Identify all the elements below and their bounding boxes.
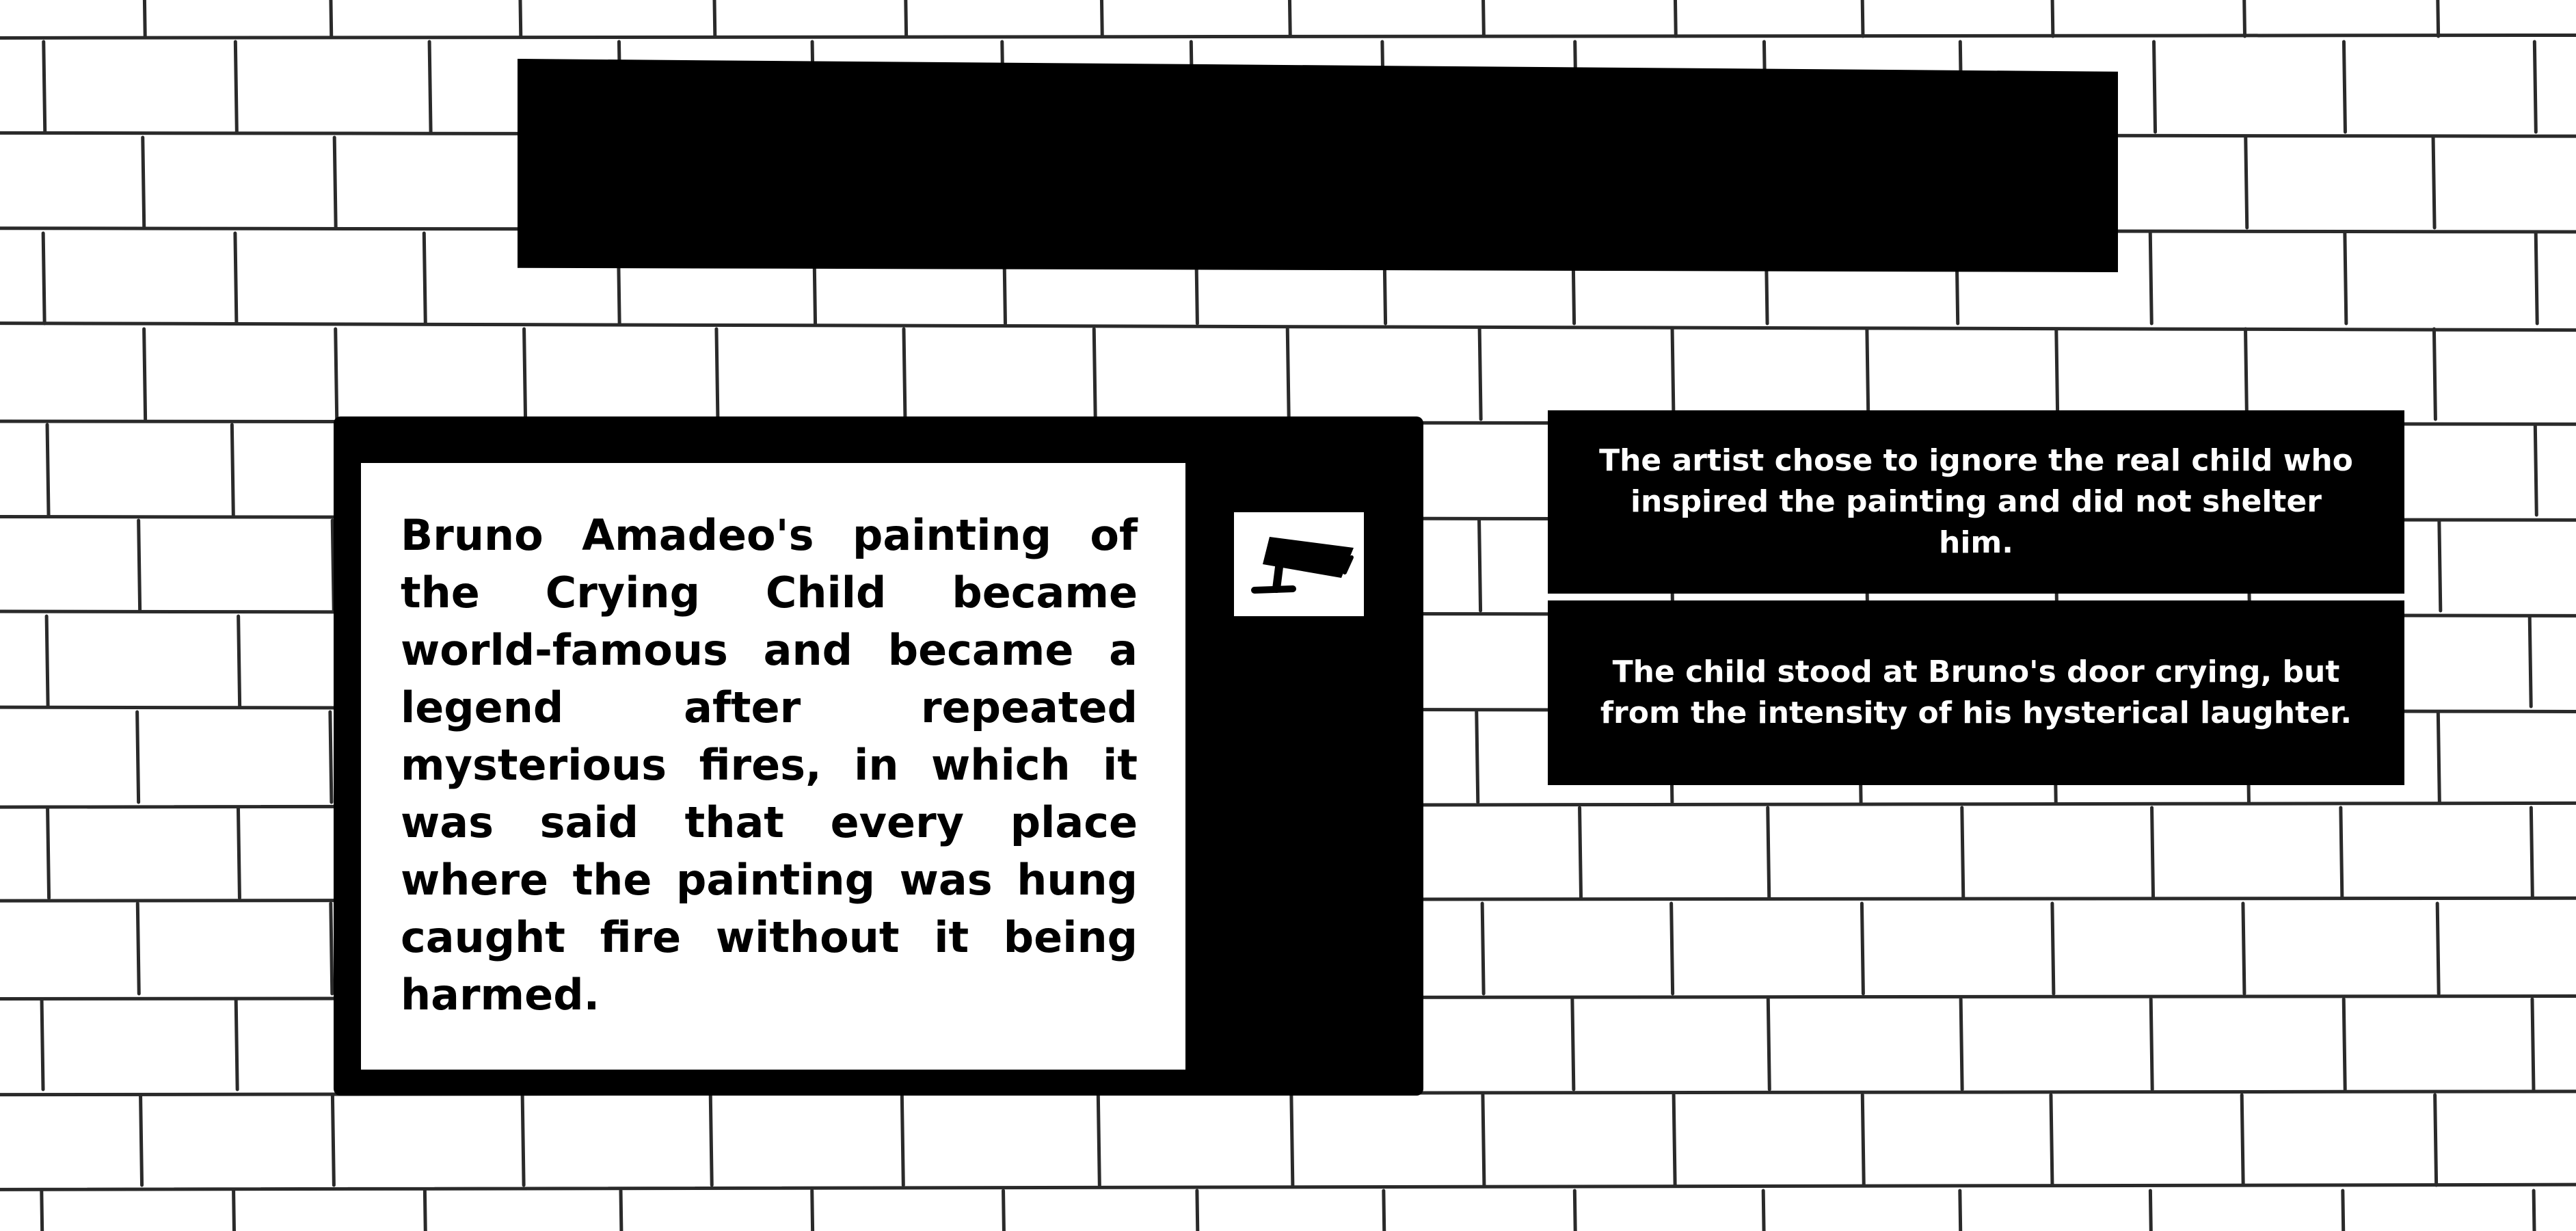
title-banner xyxy=(518,59,2118,272)
security-camera-icon xyxy=(1234,512,1364,616)
info-card-child[interactable] xyxy=(1548,600,2404,785)
tv-screen xyxy=(361,463,1185,1070)
info-card-artist[interactable] xyxy=(1548,410,2404,594)
camera-badge[interactable] xyxy=(1234,512,1364,616)
story-text: Bruno Amadeo's painting of the Crying Child became world-famous and became a legend after repeated mysterious fires, in which it was said that every place where the painting was hung caught fire without it being harmed. xyxy=(401,510,1138,1020)
tv-panel xyxy=(334,416,1423,1096)
info-card-text: The child stood at Bruno's door crying, but from the intensity of his hysterical laughter. xyxy=(1600,654,2352,730)
info-card-text: The artist chose to ignore the real child who inspired the painting and did not shelter him. xyxy=(1599,443,2353,560)
